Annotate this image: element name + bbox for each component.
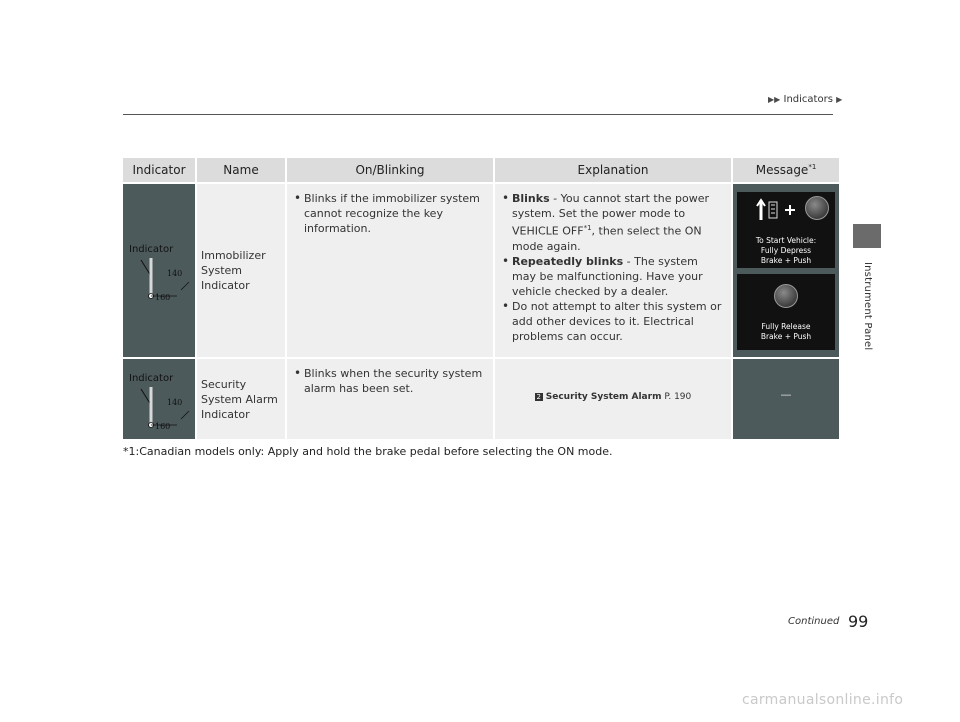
explanation-cell bbox=[495, 184, 731, 357]
list-item: • Do not attempt to alter this system or add other devices to it. Electrical problems can occur. bbox=[512, 299, 724, 344]
section-tab bbox=[853, 224, 881, 248]
header-rule bbox=[123, 114, 833, 115]
breadcrumb-label[interactable]: Indicators bbox=[783, 94, 833, 105]
indicator-cell bbox=[123, 359, 195, 439]
header-name: Name bbox=[197, 158, 285, 182]
section-label: Instrument Panel bbox=[862, 262, 873, 351]
message-screen-release: Fully Release Brake + Push bbox=[737, 274, 835, 350]
immobilizer-gauge-icon bbox=[133, 256, 193, 304]
explanation-cell bbox=[495, 359, 731, 439]
reference-icon: 2 bbox=[536, 392, 541, 401]
svg-text:160: 160 bbox=[155, 422, 171, 431]
arrow-icon: ▶ bbox=[836, 95, 843, 104]
breadcrumb bbox=[768, 94, 842, 105]
continued-label: Continued bbox=[788, 616, 840, 627]
cross-reference-link[interactable]: 2 Security System Alarm P. 190 bbox=[536, 392, 692, 402]
name-cell: Immobilizer System Indicator bbox=[197, 184, 285, 357]
table-row bbox=[123, 359, 839, 439]
header-message: Message$^{*1}$ bbox=[733, 158, 839, 182]
on-blinking-cell bbox=[287, 184, 493, 357]
list-item: • Blinks if the immobilizer system cannot recognize the key information. bbox=[304, 191, 486, 236]
indicator-tag: Indicator bbox=[129, 244, 174, 255]
svg-text:160: 160 bbox=[155, 293, 171, 302]
power-button-icon bbox=[774, 284, 798, 308]
no-message: — bbox=[780, 388, 792, 401]
list-item: • Blinks when the security system alarm has been set. bbox=[304, 366, 486, 396]
indicator-table bbox=[121, 156, 841, 441]
header-on-blinking: On/Blinking bbox=[287, 158, 493, 182]
indicator-tag: Indicator bbox=[129, 373, 174, 384]
name-cell: Security System Alarm Indicator bbox=[197, 359, 285, 439]
double-arrow-icon: ▶▶ bbox=[768, 95, 781, 104]
header-explanation: Explanation bbox=[495, 158, 731, 182]
message-screen-start: To Start Vehicle: Fully Depress Brake + Push bbox=[737, 192, 835, 268]
message-cell bbox=[733, 359, 839, 439]
power-button-icon bbox=[805, 196, 829, 220]
brake-pedal-icon bbox=[755, 198, 811, 222]
list-item: • Repeatedly blinks - The system may be malfunctioning. Have your vehicle checked by a dealer. bbox=[512, 254, 724, 299]
svg-text:140: 140 bbox=[167, 398, 183, 407]
watermark: carmanualsonline.info bbox=[742, 692, 904, 708]
footnote: *1:Canadian models only: Apply and hold the brake pedal before selecting the ON mode. bbox=[123, 445, 613, 458]
security-gauge-icon bbox=[133, 385, 193, 433]
svg-text:140: 140 bbox=[167, 269, 183, 278]
header-indicator: Indicator bbox=[123, 158, 195, 182]
page-number: 99 bbox=[848, 612, 869, 631]
message-cell bbox=[733, 184, 839, 357]
table-row bbox=[123, 184, 839, 357]
indicator-cell bbox=[123, 184, 195, 357]
list-item: • Blinks - You cannot start the power system. Set the power mode to VEHICLE OFF$^{*1}$, then select the ON mode again. bbox=[512, 191, 724, 254]
on-blinking-cell bbox=[287, 359, 493, 439]
